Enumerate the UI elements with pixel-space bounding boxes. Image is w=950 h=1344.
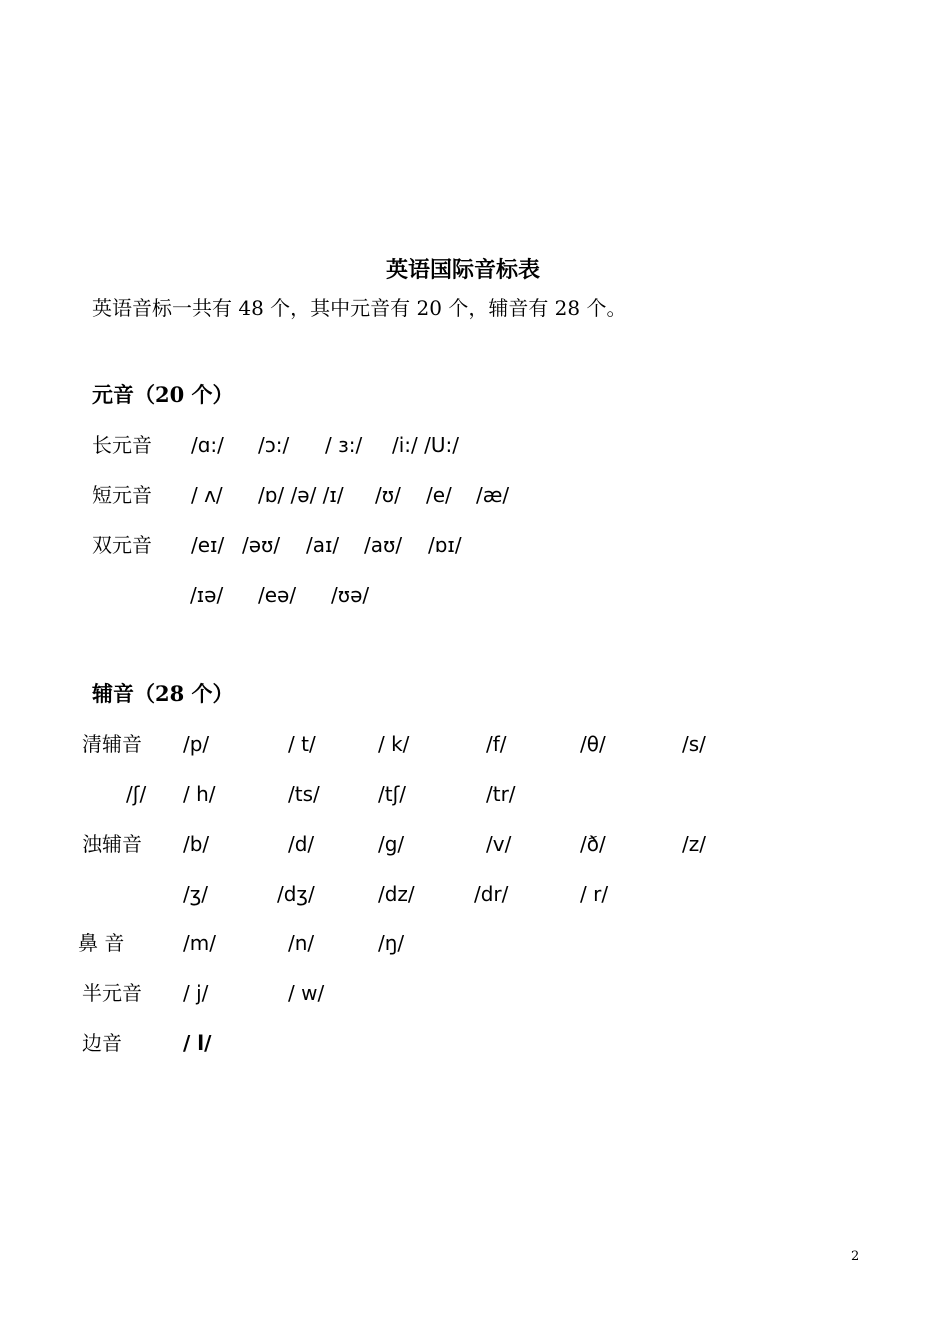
- intro-text: 英语音标一共有 48 个，其中元音有 20 个，辅音有 28 个。: [92, 296, 627, 320]
- ipa-symbol: /i:/ /U:/: [392, 433, 459, 457]
- ipa-symbol: /g/: [378, 832, 405, 856]
- voiceless-label: 清辅音: [82, 732, 142, 756]
- ipa-symbol: /ɒ/ /ə/ /ɪ/: [258, 483, 344, 507]
- ipa-symbol: /e/: [426, 483, 452, 507]
- ipa-symbol: /tr/: [486, 782, 516, 806]
- page-number: 2: [851, 1249, 860, 1264]
- ipa-symbol: /eɪ/: [191, 533, 225, 557]
- ipa-symbol: /θ/: [580, 732, 606, 756]
- ipa-symbol: /æ/: [476, 483, 510, 507]
- ipa-symbol: /aʊ/: [364, 533, 403, 557]
- ipa-symbol: /tʃ/: [378, 782, 407, 806]
- ipa-symbol: /ʊə/: [331, 583, 370, 607]
- ipa-symbol: /ʊ/: [375, 483, 401, 507]
- ipa-symbol: /əʊ/: [242, 533, 281, 557]
- nasal-label: 鼻 音: [78, 931, 125, 955]
- ipa-symbol: /ŋ/: [378, 931, 405, 955]
- ipa-symbol: /eə/: [258, 583, 297, 607]
- ipa-symbol: / r/: [580, 882, 609, 906]
- long-vowels-label: 长元音: [92, 433, 152, 457]
- ipa-symbol: /aɪ/: [306, 533, 340, 557]
- ipa-symbol: /ɑ:/: [191, 433, 224, 457]
- ipa-symbol: / ʌ/: [191, 483, 223, 507]
- ipa-symbol: /b/: [183, 832, 210, 856]
- ipa-symbol: / j/: [183, 981, 209, 1005]
- diphthongs-label: 双元音: [92, 533, 152, 557]
- short-vowels-label: 短元音: [92, 483, 152, 507]
- ipa-symbol: /m/: [183, 931, 216, 955]
- ipa-symbol: /n/: [288, 931, 315, 955]
- ipa-symbol: /d/: [288, 832, 315, 856]
- ipa-symbol: / w/: [288, 981, 325, 1005]
- ipa-symbol: /f/: [486, 732, 507, 756]
- ipa-symbol: /dʒ/: [277, 882, 315, 906]
- vowels-heading: 元音（20 个）: [92, 382, 234, 407]
- ipa-symbol: /v/: [486, 832, 512, 856]
- ipa-symbol: / ɜ:/: [325, 433, 363, 457]
- ipa-symbol: /ð/: [580, 832, 606, 856]
- voiced-label: 浊辅音: [82, 832, 142, 856]
- ipa-symbol: /ʃ/: [126, 782, 147, 806]
- ipa-symbol: /ɒɪ/: [428, 533, 462, 557]
- ipa-symbol: /ʒ/: [183, 882, 209, 906]
- consonants-heading: 辅音（28 个）: [92, 681, 234, 706]
- ipa-symbol: / l/: [183, 1031, 212, 1055]
- ipa-symbol: /s/: [682, 732, 706, 756]
- ipa-symbol: /ɪə/: [190, 583, 224, 607]
- ipa-symbol: / k/: [378, 732, 410, 756]
- ipa-symbol: / h/: [183, 782, 216, 806]
- page-title: 英语国际音标表: [386, 257, 541, 283]
- lateral-label: 边音: [82, 1031, 122, 1055]
- ipa-symbol: /dz/: [378, 882, 415, 906]
- ipa-symbol: /dr/: [474, 882, 509, 906]
- ipa-symbol: /z/: [682, 832, 706, 856]
- ipa-symbol: /p/: [183, 732, 210, 756]
- ipa-symbol: / t/: [288, 732, 316, 756]
- semivowel-label: 半元音: [82, 981, 142, 1005]
- ipa-symbol: /ts/: [288, 782, 320, 806]
- ipa-symbol: /ɔ:/: [258, 433, 290, 457]
